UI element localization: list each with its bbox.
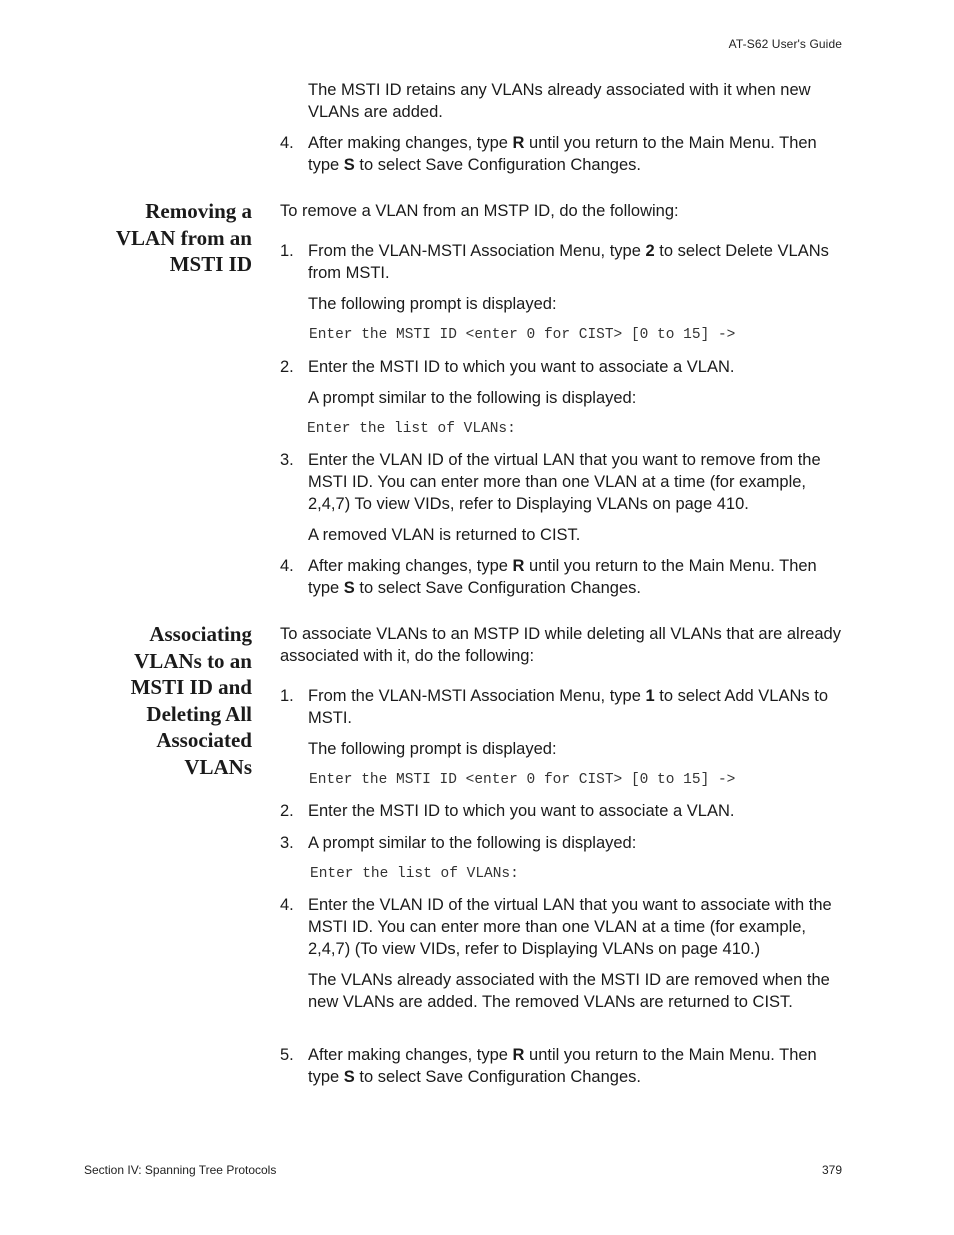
step-number: 2.: [280, 358, 294, 376]
step-text: A prompt similar to the following is displayed:: [308, 834, 637, 852]
step-number: 4.: [280, 557, 294, 575]
prompt-note: A prompt similar to the following is displayed:: [308, 389, 637, 407]
step-number: 4.: [280, 134, 294, 152]
step-number: 3.: [280, 834, 294, 852]
step-number: 5.: [280, 1046, 294, 1064]
code-sample: Enter the MSTI ID <enter 0 for CIST> [0 to 15] ->: [309, 327, 736, 343]
step-text: Enter the VLAN ID of the virtual LAN that you want to remove from the MSTI ID. You can enter more than one VLAN at a time (for example, 2,4,7) To view VIDs, refer to Displaying VLANs on page 410.: [308, 451, 821, 513]
step-number: 1.: [280, 687, 294, 705]
step-text: From the VLAN-MSTI Association Menu, type 1 to select Add VLANs to MSTI.: [308, 687, 829, 727]
footer-section-title: Section IV: Spanning Tree Protocols: [84, 1163, 277, 1177]
step-text: Enter the MSTI ID to which you want to associate a VLAN.: [308, 802, 735, 820]
code-sample: Enter the MSTI ID <enter 0 for CIST> [0 to 15] ->: [309, 772, 736, 788]
prompt-note: The following prompt is displayed:: [308, 295, 557, 313]
section-intro: To remove a VLAN from an MSTP ID, do the following:: [280, 202, 679, 220]
section-heading-associating-vlans: Associating VLANs to an MSTI ID and Deleting All Associated VLANs: [130, 622, 252, 779]
step-text: After making changes, type R until you return to the Main Menu. Then type S to select Save Configuration Changes.: [308, 1046, 817, 1086]
step-text: After making changes, type R until you return to the Main Menu. Then type S to select Save Configuration Changes.: [308, 134, 817, 174]
step-number: 1.: [280, 242, 294, 260]
msti-retains-paragraph: The MSTI ID retains any VLANs already associated with it when new VLANs are added.: [308, 81, 811, 121]
step-text: Enter the VLAN ID of the virtual LAN that you want to associate with the MSTI ID. You can enter more than one VLAN at a time (for example, 2,4,7) (To view VIDs, refer to Displaying VLANs on page 410.): [308, 896, 832, 958]
section-intro: To associate VLANs to an MSTP ID while deleting all VLANs that are already associated with it, do the following:: [280, 625, 841, 665]
note: The VLANs already associated with the MSTI ID are removed when the new VLANs are added. The removed VLANs are returned to CIST.: [308, 971, 830, 1011]
running-header: AT-S62 User's Guide: [728, 37, 842, 51]
step-number: 4.: [280, 896, 294, 914]
prompt-note: The following prompt is displayed:: [308, 740, 557, 758]
step-text: From the VLAN-MSTI Association Menu, type 2 to select Delete VLANs from MSTI.: [308, 242, 829, 282]
code-sample: Enter the list of VLANs:: [310, 866, 519, 882]
section-heading-removing-vlan: Removing a VLAN from an MSTI ID: [115, 199, 252, 276]
note: A removed VLAN is returned to CIST.: [308, 526, 581, 544]
code-sample: Enter the list of VLANs:: [307, 421, 516, 437]
step-text: After making changes, type R until you return to the Main Menu. Then type S to select Save Configuration Changes.: [308, 557, 817, 597]
page-number: 379: [821, 1163, 842, 1177]
step-number: 3.: [280, 451, 294, 469]
step-number: 2.: [280, 802, 294, 820]
step-text: Enter the MSTI ID to which you want to associate a VLAN.: [308, 358, 735, 376]
